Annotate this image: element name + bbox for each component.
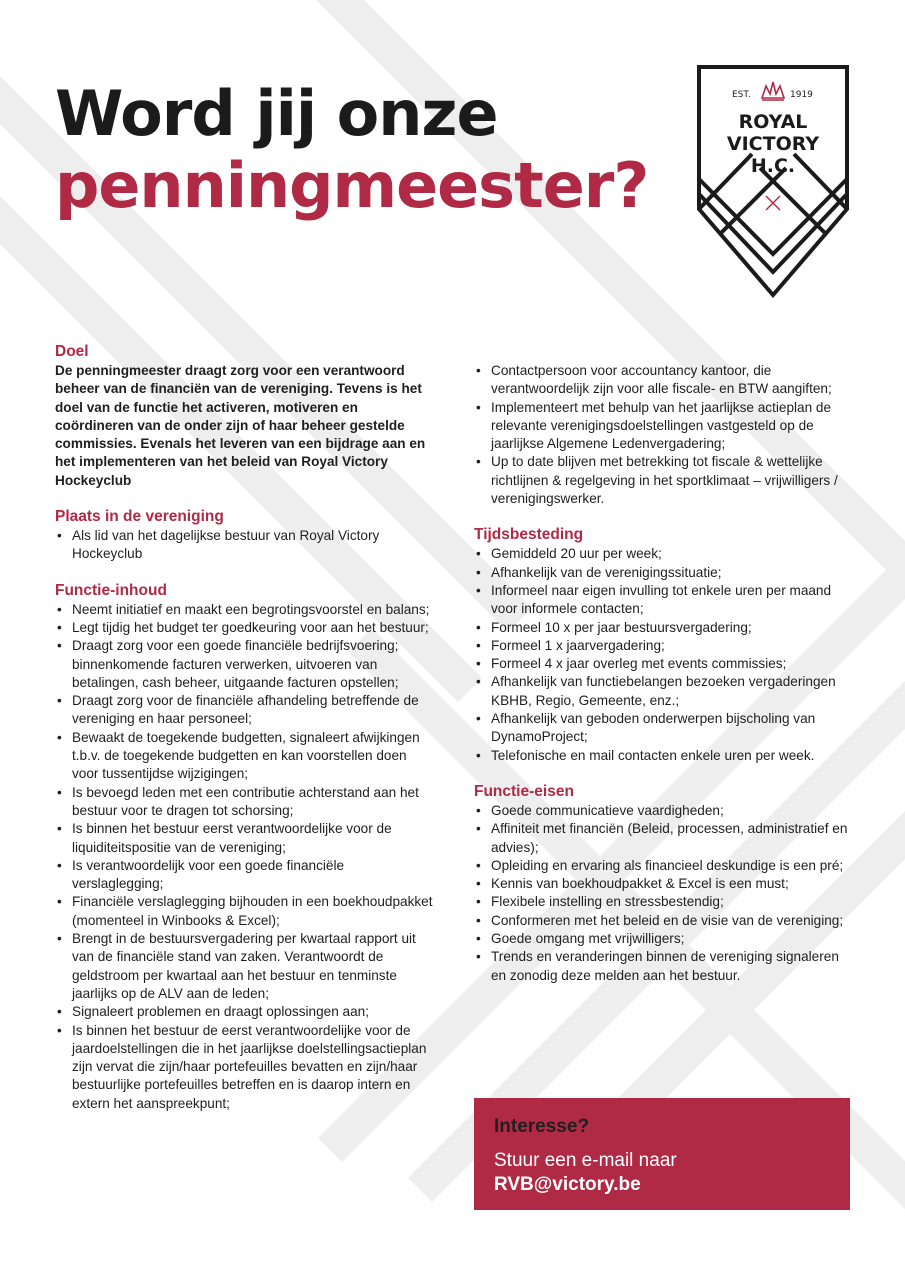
doel-heading: Doel bbox=[55, 343, 89, 360]
email-link[interactable]: RVB@victory.be bbox=[494, 1174, 641, 1195]
list-item: • Conformeren met het beleid en de visie van de vereniging; bbox=[474, 912, 854, 930]
list-item: • Trends en veranderingen binnen de vereniging signaleren en zonodig deze melden aan het bestuur. bbox=[474, 948, 854, 985]
list-item: • Telefonische en mail contacten enkele uren per week. bbox=[474, 747, 854, 765]
list-item: • Afhankelijk van geboden onderwerpen bijscholing van DynamoProject; bbox=[474, 710, 854, 747]
list-item: • Goede omgang met vrijwilligers; bbox=[474, 930, 854, 948]
tijdsbesteding-list bbox=[474, 545, 854, 765]
list-item: • Flexibele instelling en stressbestendig; bbox=[474, 893, 854, 911]
list-item: • Informeel naar eigen invulling tot enkele uren per maand voor informele contacten; bbox=[474, 582, 854, 619]
list-item: • Als lid van het dagelijkse bestuur van Royal Victory Hockeyclub bbox=[55, 527, 435, 564]
list-item: • Contactpersoon voor accountancy kantoor, die verantwoordelijk zijn voor alle fiscale- en BTW aangiften; bbox=[474, 362, 854, 399]
list-item: • Afhankelijk van de verenigingssituatie; bbox=[474, 564, 854, 582]
list-item: • Bewaakt de toegekende budgetten, signaleert afwijkingen t.b.v. de toegekende budgetten en kan voorstellen doen voor tussentijdse wijzigingen; bbox=[55, 729, 435, 784]
doel-text: De penningmeester draagt zorg voor een verantwoord beheer van de financiën van de vereniging. Tevens is het doel van de functie het activeren, motiveren en coördineren van de onder zijn of haar beheer gestelde commissies. Evenals het leveren van een bijdrage aan en het implementeren van het beleid van Royal Victory Hockeyclub bbox=[55, 363, 426, 488]
logo-line-1: ROYAL bbox=[738, 111, 808, 133]
list-item: • Up to date blijven met betrekking tot fiscale & wettelijke richtlijnen & regelgeving in het sportklimaat – vrijwilligers / verenigingswerker. bbox=[474, 453, 854, 508]
page-title bbox=[55, 78, 648, 222]
list-item: • Draagt zorg voor een goede financiële bedrijfsvoering; binnenkomende facturen verwerken, uitvoeren van betalingen, cash beheer, uitgaande facturen opstellen; bbox=[55, 637, 435, 692]
tijdsbesteding-heading: Tijdsbesteding bbox=[474, 526, 584, 544]
list-item: • Legt tijdig het budget ter goedkeuring voor aan het bestuur; bbox=[55, 619, 435, 637]
interest-text: Stuur een e-mail naar bbox=[494, 1150, 677, 1171]
logo-line-2: VICTORY bbox=[726, 133, 820, 155]
title-line-2: penningmeester? bbox=[55, 149, 649, 222]
list-item: • Goede communicatieve vaardigheden; bbox=[474, 802, 854, 820]
logo-est: EST. bbox=[732, 90, 751, 100]
plaats-list bbox=[55, 527, 435, 564]
list-item: • Formeel 4 x jaar overleg met events commissies; bbox=[474, 655, 854, 673]
list-item: • Brengt in de bestuursvergadering per kwartaal rapport uit van de financiële stand van zaken. Verantwoordt de geldstroom per kwartaal aan het bestuur en tenminste jaarlijks op de ALV aan de leden; bbox=[55, 930, 435, 1003]
functie-inhoud-continued-list bbox=[474, 362, 854, 508]
interest-box bbox=[474, 1098, 850, 1210]
list-item: • Opleiding en ervaring als financieel deskundige is een pré; bbox=[474, 857, 854, 875]
functie-eisen-heading: Functie-eisen bbox=[474, 782, 574, 800]
list-item: • Implementeert met behulp van het jaarlijkse actieplan de relevante verenigingsdoelstellingen vastgesteld op de jaarlijkse Algemene Ledenvergadering; bbox=[474, 399, 854, 454]
list-item: • Afhankelijk van functiebelangen bezoeken vergaderingen KBHB, Regio, Gemeente, enz.; bbox=[474, 673, 854, 710]
list-item: • Affiniteit met financiën (Beleid, processen, administratief en advies); bbox=[474, 820, 854, 857]
left-column bbox=[55, 342, 435, 1113]
logo-year: 1919 bbox=[790, 90, 813, 100]
list-item: • Signaleert problemen en draagt oplossingen aan; bbox=[55, 1003, 435, 1021]
plaats-heading: Plaats in de vereniging bbox=[55, 508, 224, 526]
functie-inhoud-heading: Functie-inhoud bbox=[55, 581, 167, 599]
list-item: • Is binnen het bestuur eerst verantwoordelijke voor de liquiditeitspositie van de vereniging; bbox=[55, 820, 435, 857]
logo-line-3: H.C. bbox=[750, 155, 796, 177]
list-item: • Financiële verslaglegging bijhouden in een boekhoudpakket (momenteel in Winbooks & Excel); bbox=[55, 893, 435, 930]
functie-inhoud-list bbox=[55, 601, 435, 1113]
interest-title: Interesse? bbox=[494, 1116, 590, 1137]
list-item: • Is binnen het bestuur de eerst verantwoordelijke voor de jaardoelstellingen die in het jaarlijkse doelstellingsactieplan zijn vervat die zijn/haar portefeuilles bevatten en zijn/haar bestuurlijke portefeuilles betreffen en is daarop intern en extern het aanspreekpunt; bbox=[55, 1022, 435, 1113]
club-logo bbox=[696, 64, 850, 298]
list-item: • Formeel 1 x jaarvergadering; bbox=[474, 637, 854, 655]
functie-eisen-list bbox=[474, 802, 854, 985]
list-item: • Draagt zorg voor de financiële afhandeling betreffende de vereniging en haar personeel; bbox=[55, 692, 435, 729]
right-column bbox=[474, 362, 854, 985]
list-item: • Kennis van boekhoudpakket & Excel is een must; bbox=[474, 875, 854, 893]
list-item: • Is bevoegd leden met een contributie achterstand aan het bestuur voor te dragen tot schorsing; bbox=[55, 784, 435, 821]
list-item: • Neemt initiatief en maakt een begrotingsvoorstel en balans; bbox=[55, 601, 435, 619]
list-item: • Is verantwoordelijk voor een goede financiële verslaglegging; bbox=[55, 857, 435, 894]
title-line-1: Word jij onze bbox=[55, 77, 498, 150]
list-item: • Gemiddeld 20 uur per week; bbox=[474, 545, 854, 563]
list-item: • Formeel 10 x per jaar bestuursvergadering; bbox=[474, 619, 854, 637]
